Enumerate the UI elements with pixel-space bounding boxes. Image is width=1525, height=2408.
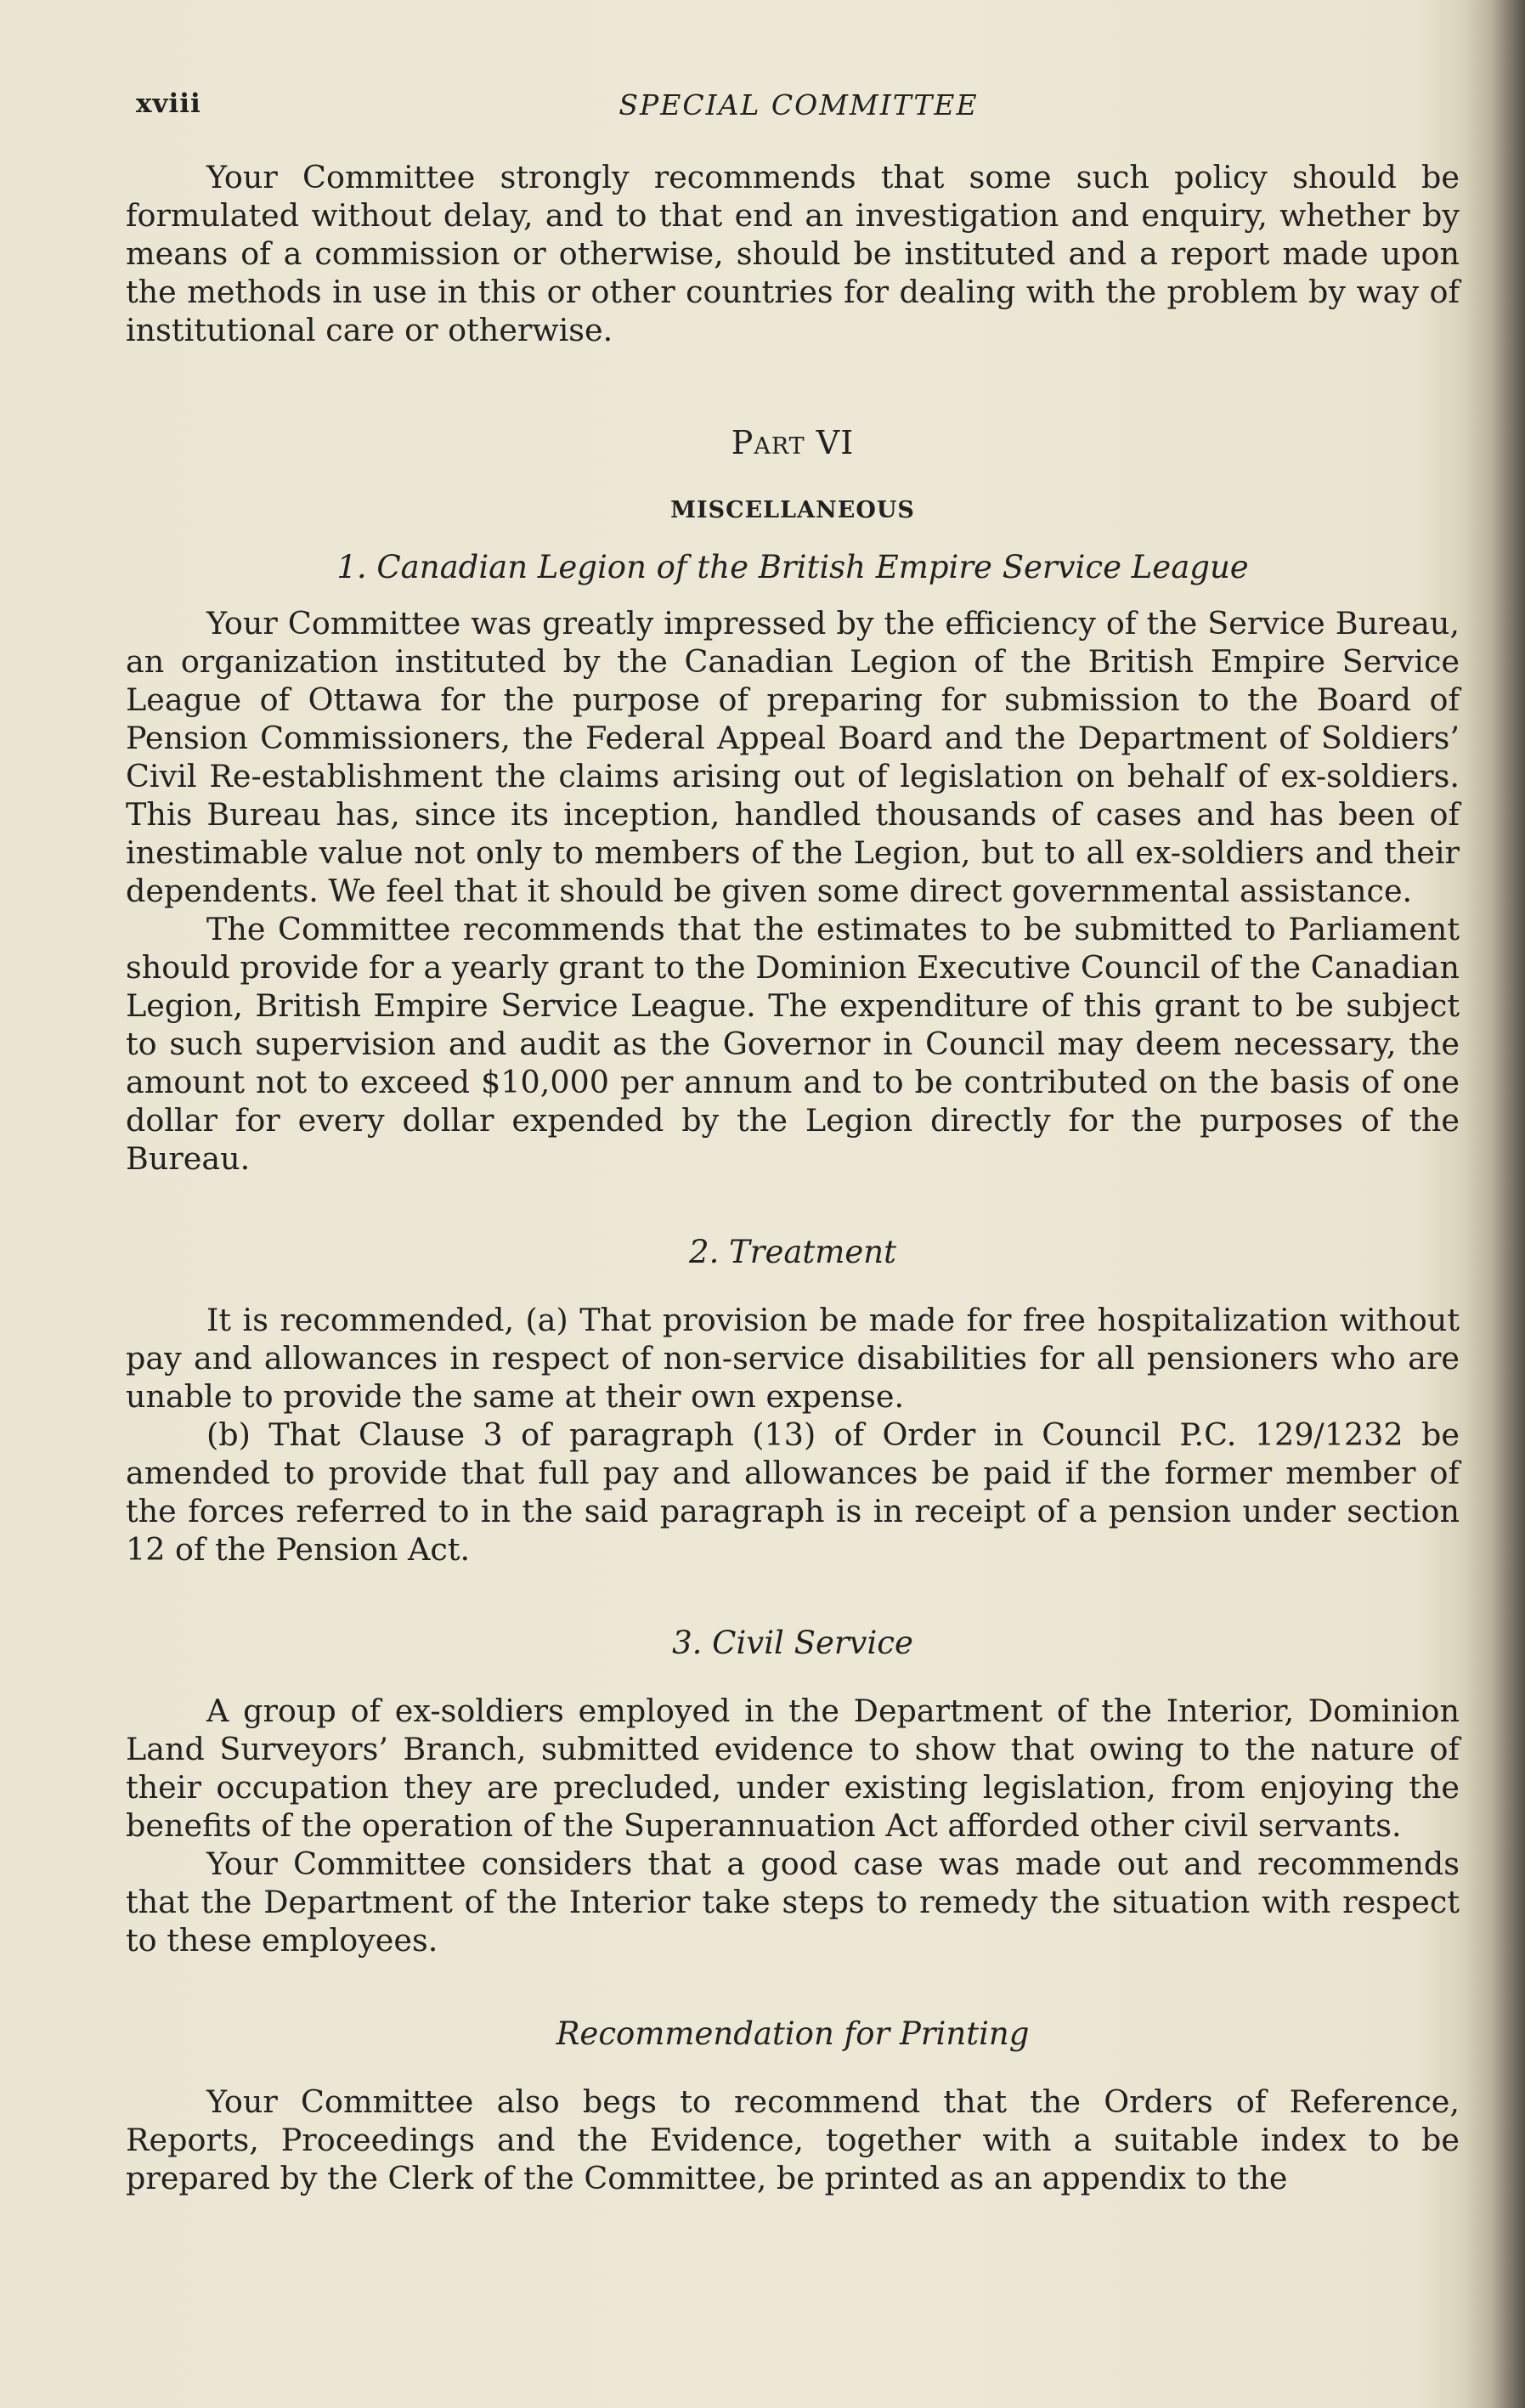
intro-paragraph: Your Committee strongly recommends that some such policy should be formulated without delay, and to that end an investigation and enquiry, whether by means of a commission or otherwise, should be instituted and a report made upon the methods in use in this or other countries for dealing with the problem by way of institutional care or otherwise. [126,159,1460,348]
page-number: xviii [136,88,201,119]
running-header [136,88,1461,126]
page-body [126,158,1460,2197]
section-heading-printing: Recommendation for Printing [556,2015,1030,2052]
section-heading-treatment: 2. Treatment [689,1234,896,1270]
part-subtitle: MISCELLANEOUS [670,497,915,523]
section-heading-civil-service: 3. Civil Service [672,1625,913,1661]
legion-paragraph-2: The Committee recommends that the estimates to be submitted to Parliament should provide for a yearly grant to the Dominion Executive Council of the Canadian Legion, British Empire Service League. The expenditure of this grant to be subject to such supervision and audit as the Governor in Council may deem necessary, the amount not to exceed $10,000 per annum and to be contributed on the basis of one dollar for every dollar expended by the Legion directly for the purposes of the Bureau. [126,911,1460,1177]
treatment-paragraph-1: It is recommended, (a) That provision be made for free hospitalization without pay and allowances in respect of non-service disabilities for all pensioners who are unable to provide the same at their own expense. [126,1302,1460,1415]
civil-service-paragraph-1: A group of ex-soldiers employed in the Department of the Interior, Dominion Land Surveyors’ Branch, submitted evidence to show that owing to the nature of their occupation they are precluded, under existing legislation, from enjoying the benefits of the operation of the Superannuation Act afforded other civil servants. [126,1693,1460,1844]
treatment-paragraph-2: (b) That Clause 3 of paragraph (13) of Order in Council P.C. 129/1232 be amended to provide that full pay and allowances be paid if the former member of the forces referred to in the said paragraph is in receipt of a pension under section 12 of the Pension Act. [126,1416,1460,1568]
page-binding-shadow [1491,0,1525,2408]
printing-paragraph-1: Your Committee also begs to recommend that the Orders of Reference, Reports, Proceedings and the Evidence, together with a suitable index to be prepared by the Clerk of the Committee, be printed as an appendix to the [126,2083,1460,2196]
running-title: SPECIAL COMMITTEE [618,88,979,122]
part-title: Part VI [731,424,855,461]
legion-paragraph-1: Your Committee was greatly impressed by the efficiency of the Service Bureau, an organization instituted by the Canadian Legion of the British Empire Service League of Ottawa for the purpose of preparing for submission to the Board of Pension Commissioners, the Federal Appeal Board and the Department of Soldiers’ Civil Re-establishment the claims arising out of legislation on behalf of ex-soldiers. This Bureau has, since its inception, handled thousands of cases and has been of inestimable value not only to members of the Legion, but to all ex-soldiers and their dependents. We feel that it should be given some direct governmental assistance. [126,605,1460,909]
section-heading-legion: 1. Canadian Legion of the British Empire Service League [336,549,1249,585]
civil-service-paragraph-2: Your Committee considers that a good case was made out and recommends that the Department of the Interior take steps to remedy the situation with respect to these employees. [126,1846,1460,1959]
